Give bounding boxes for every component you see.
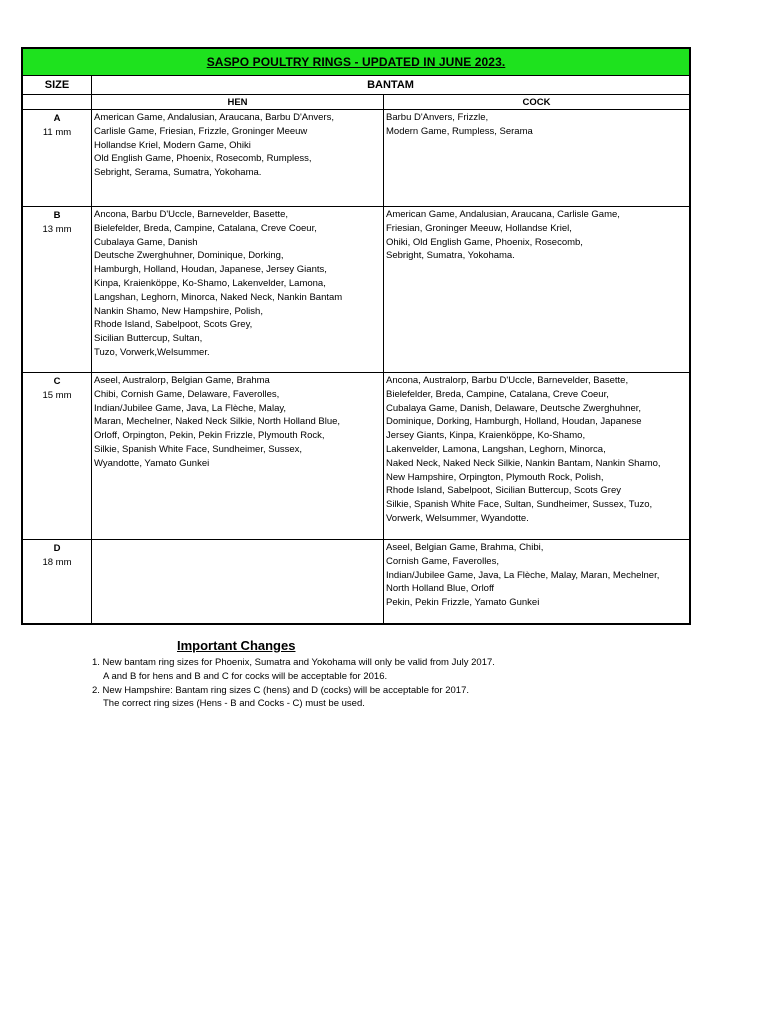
breed-line: Orloff, Orpington, Pekin, Pekin Frizzle, Plymouth Rock,	[94, 430, 325, 442]
cock-breeds	[384, 110, 689, 206]
change-line: 2. New Hampshire: Bantam ring sizes C (hens) and D (cocks) will be acceptable for 2017.	[92, 684, 469, 696]
table-row	[23, 373, 689, 540]
breed-line: Sebright, Serama, Sumatra, Yokohama.	[94, 167, 262, 179]
breed-line: Indian/Jubilee Game, Java, La Flèche, Malay, Maran, Mechelner,	[386, 569, 660, 581]
breed-line: Tuzo, Vorwerk,Welsummer.	[94, 346, 210, 358]
breed-line: Hamburgh, Holland, Houdan, Japanese, Jersey Giants,	[94, 264, 327, 276]
hen-breeds	[92, 110, 384, 206]
size-subheader-empty	[23, 95, 92, 109]
size-header: SIZE	[23, 76, 92, 94]
cock-breeds	[384, 373, 689, 539]
breed-line: Hollandse Kriel, Modern Game, Ohiki	[94, 139, 251, 151]
breed-line: American Game, Andalusian, Araucana, Barbu D'Anvers,	[94, 112, 334, 123]
change-line: A and B for hens and B and C for cocks will be acceptable for 2016.	[103, 670, 388, 682]
size-letter: D	[53, 543, 61, 554]
table-row	[23, 207, 689, 373]
breed-line: Sebright, Sumatra, Yokohama.	[386, 250, 515, 262]
size-mm: 15 mm	[42, 389, 72, 401]
important-changes-title: Important Changes	[177, 638, 296, 653]
breed-line: Maran, Mechelner, Naked Neck Silkie, North Holland Blue,	[94, 416, 341, 428]
breed-line: North Holland Blue, Orloff	[386, 583, 495, 595]
breed-line: Old English Game, Phoenix, Rosecomb, Rumpless,	[94, 153, 312, 165]
breed-line: Pekin, Pekin Frizzle, Yamato Gunkei	[386, 597, 540, 609]
size-letter: B	[53, 210, 61, 221]
hen-breeds	[92, 373, 384, 539]
hen-breeds	[92, 540, 384, 623]
table-row	[23, 540, 689, 623]
cock-header: COCK	[522, 96, 551, 108]
breed-line: Silkie, Spanish White Face, Sundheimer, Sussex,	[94, 443, 303, 455]
breed-line: Aseel, Belgian Game, Brahma, Chibi,	[386, 542, 544, 553]
ring-size-table	[21, 47, 691, 625]
cock-breeds	[384, 540, 689, 623]
breed-line: Jersey Giants, Kinpa, Kraienköppe, Ko-Shamo,	[386, 430, 586, 442]
breed-line: Indian/Jubilee Game, Java, La Flèche, Malay,	[94, 402, 287, 414]
breed-line: Bielefelder, Breda, Campine, Catalana, Creve Coeur,	[94, 222, 317, 234]
breed-line: American Game, Andalusian, Araucana, Carlisle Game,	[386, 209, 620, 220]
size-mm: 11 mm	[42, 126, 72, 138]
breed-line: Chibi, Cornish Game, Delaware, Faverolles,	[94, 388, 280, 400]
breed-line: Cornish Game, Faverolles,	[386, 555, 499, 567]
breed-line: Vorwerk, Welsummer, Wyandotte.	[386, 512, 529, 524]
header-row	[23, 76, 689, 95]
breed-line: Bielefelder, Breda, Campine, Catalana, Creve Coeur,	[386, 388, 609, 400]
subheader-row	[23, 95, 689, 110]
size-cell	[23, 540, 92, 623]
breed-line: Nankin Shamo, New Hampshire, Polish,	[94, 305, 263, 317]
breed-line: Barbu D'Anvers, Frizzle,	[386, 112, 489, 123]
table-title-bar	[23, 49, 689, 76]
breed-line: Carlisle Game, Friesian, Frizzle, Groninger Meeuw	[94, 125, 308, 137]
breed-line: Friesian, Groninger Meeuw, Hollandse Kriel,	[386, 222, 572, 234]
change-line: The correct ring sizes (Hens - B and Cocks - C) must be used.	[103, 698, 365, 710]
breed-line: Wyandotte, Yamato Gunkei	[94, 457, 210, 469]
breed-line: Lakenvelder, Lamona, Langshan, Leghorn, Minorca,	[386, 443, 606, 455]
bantam-header: BANTAM	[367, 79, 414, 91]
breed-line: Silkie, Spanish White Face, Sultan, Sundheimer, Sussex, Tuzo,	[386, 499, 653, 511]
important-changes-list	[92, 656, 495, 711]
table-title: SASPO POULTRY RINGS - UPDATED IN JUNE 2023.	[206, 55, 506, 69]
size-mm: 13 mm	[42, 223, 72, 235]
hen-header: HEN	[92, 95, 384, 109]
size-cell	[23, 373, 92, 539]
breed-line: Aseel, Australorp, Belgian Game, Brahma	[94, 375, 270, 386]
size-letter: C	[53, 376, 61, 387]
hen-breeds	[92, 207, 384, 372]
size-cell	[23, 207, 92, 372]
breed-line: New Hampshire, Orpington, Plymouth Rock, Polish,	[386, 471, 604, 483]
change-line: 1. New bantam ring sizes for Phoenix, Sumatra and Yokohama will only be valid from July 2017.	[92, 657, 495, 668]
size-letter: A	[53, 113, 61, 124]
breed-line: Rhode Island, Sabelpoot, Scots Grey,	[94, 319, 253, 331]
table-row	[23, 110, 689, 207]
size-cell	[23, 110, 92, 206]
breed-line: Deutsche Zwerghuhner, Dominique, Dorking,	[94, 250, 284, 262]
breed-line: Naked Neck, Naked Neck Silkie, Nankin Bantam, Nankin Shamo,	[386, 457, 661, 469]
breed-line: Modern Game, Rumpless, Serama	[386, 125, 533, 137]
breed-line: Cubalaya Game, Danish	[94, 236, 198, 248]
breed-line: Cubalaya Game, Danish, Delaware, Deutsche Zwerghuhner,	[386, 402, 642, 414]
breed-line: Rhode Island, Sabelpoot, Sicilian Buttercup, Scots Grey	[386, 485, 621, 497]
breed-line: Ancona, Barbu D'Uccle, Barnevelder, Basette,	[94, 209, 289, 220]
cock-breeds	[384, 207, 689, 372]
breed-line: Kinpa, Kraienköppe, Ko-Shamo, Lakenvelder, Lamona,	[94, 277, 326, 289]
breed-line: Langshan, Leghorn, Minorca, Naked Neck, Nankin Bantam	[94, 291, 343, 303]
breed-line: Sicilian Buttercup, Sultan,	[94, 333, 203, 345]
breed-line: Ancona, Australorp, Barbu D'Uccle, Barnevelder, Basette,	[386, 375, 629, 386]
breed-line: Ohiki, Old English Game, Phoenix, Rosecomb,	[386, 236, 583, 248]
breed-line: Dominique, Dorking, Hamburgh, Holland, Houdan, Japanese	[386, 416, 642, 428]
size-mm: 18 mm	[42, 556, 72, 568]
